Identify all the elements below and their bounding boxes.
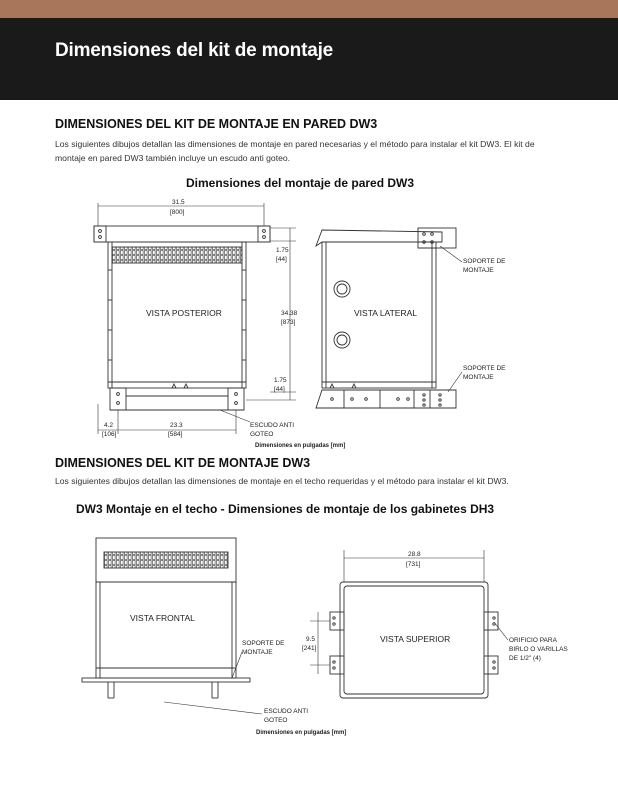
dim-left-in: 4.2: [104, 422, 114, 429]
dim-bottom-mm: [44]: [274, 386, 285, 393]
dim-top-mm: [44]: [276, 256, 287, 263]
label-soporte-front-line2: MONTAJE: [242, 649, 273, 656]
label-escudo-line1: ESCUDO ANTI: [250, 422, 295, 429]
rear-view-drawing: [94, 226, 270, 410]
label-orificio-line3: DE 1/2" (4): [509, 655, 541, 662]
dim-width-mm: [800]: [170, 209, 185, 216]
section1-heading: DIMENSIONES DEL KIT DE MONTAJE EN PARED DW3: [55, 117, 378, 131]
label-vista-lateral: VISTA LATERAL: [354, 308, 417, 318]
dim-bottom-in: 1.75: [274, 377, 287, 384]
section2-heading: DIMENSIONES DEL KIT DE MONTAJE DW3: [55, 456, 311, 470]
dim-span-in: 23.3: [170, 422, 183, 429]
label-soporte-top-line1: SOPORTE DE: [463, 258, 506, 265]
label-soporte-bottom-line1: SOPORTE DE: [463, 365, 506, 372]
section2-paragraph: Los siguientes dibujos detallan las dimensiones de montaje en el techo requeridas y el método para instalar el kit DW3.: [55, 476, 509, 486]
label-orificio-line2: BIRLO O VARILLAS: [509, 646, 568, 653]
label-soporte-bottom-line2: MONTAJE: [463, 374, 494, 381]
label-escudo2-line2: GOTEO: [264, 717, 288, 724]
dim-bottom: [98, 404, 250, 434]
label-vista-frontal: VISTA FRONTAL: [130, 613, 195, 623]
label-soporte-top-line2: MONTAJE: [463, 267, 494, 274]
leader-orificio: [494, 622, 508, 640]
leader-soporte-bottom: [448, 372, 462, 392]
leader-soporte-front: [164, 652, 262, 714]
dim-height-mm: [873]: [281, 319, 296, 326]
dim-gap-in: 9.5: [306, 636, 316, 643]
label-escudo-line2: GOTEO: [250, 431, 274, 438]
side-view-drawing: [316, 228, 456, 408]
dim-width-in: 31.5: [172, 199, 185, 206]
label-soporte-front-line1: SOPORTE DE: [242, 640, 285, 647]
section1-paragraph-line1: Los siguientes dibujos detallan las dimensiones de montaje en pared necesarias y el método para instalar el kit DW3. El kit de: [55, 139, 535, 149]
dim-height-in: 34.38: [281, 310, 298, 317]
figure2-title: DW3 Montaje en el techo - Dimensiones de montaje de los gabinetes DH3: [76, 502, 495, 516]
label-orificio-line1: ORIFICIO PARA: [509, 637, 557, 644]
dim-left-mm: [106]: [102, 431, 117, 438]
figure1-title: Dimensiones del montaje de pared DW3: [186, 176, 415, 190]
dim-gap-9-5: [310, 612, 330, 674]
units-caption-2: Dimensiones en pulgadas [mm]: [256, 730, 347, 736]
dim-width2-in: 28.8: [408, 551, 421, 558]
dim-gap-mm: [241]: [302, 645, 317, 652]
section1-paragraph-line2: montaje en pared DW3 también incluye un escudo anti goteo.: [55, 153, 291, 163]
label-vista-posterior: VISTA POSTERIOR: [146, 308, 222, 318]
units-caption-1: Dimensiones en pulgadas [mm]: [255, 443, 346, 449]
label-escudo2-line1: ESCUDO ANTI: [264, 708, 309, 715]
page-title: Dimensiones del kit de montaje: [55, 40, 334, 61]
label-vista-superior: VISTA SUPERIOR: [380, 634, 451, 644]
dim-span-mm: [584]: [168, 431, 183, 438]
dim-top-in: 1.75: [276, 247, 289, 254]
dim-width2-mm: [731]: [406, 561, 421, 568]
